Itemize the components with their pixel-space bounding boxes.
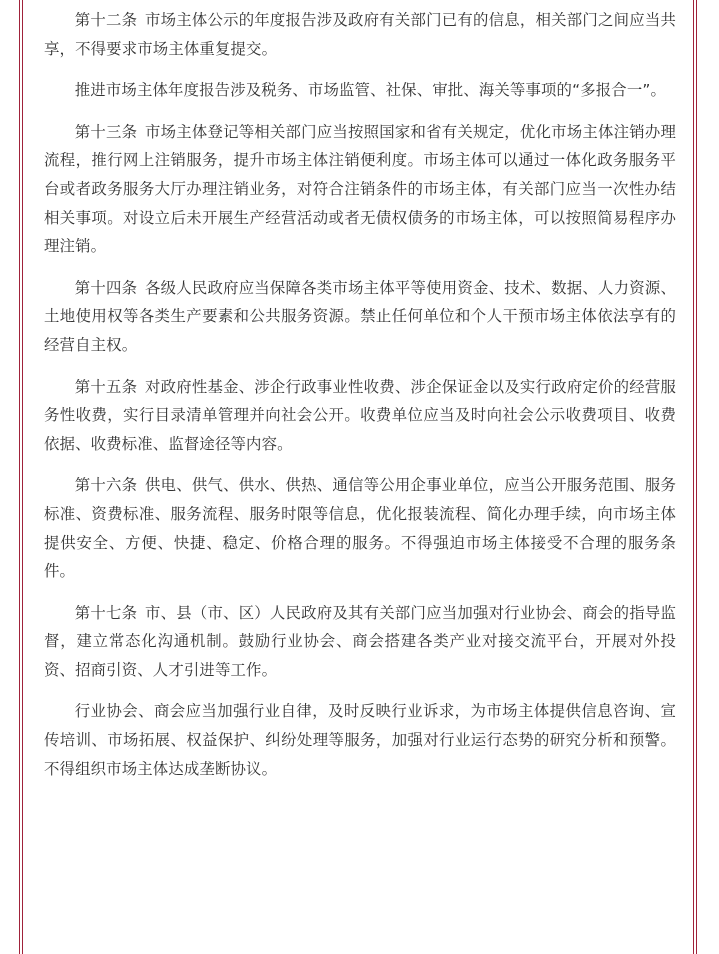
article-number: 第十四条 xyxy=(74,278,138,297)
article-number: 第十六条 xyxy=(74,476,138,495)
paragraph-text: 各级人民政府应当保障各类市场主体平等使用资金、技术、数据、人力资源、土地使用权等各类生产要素和公共服务资源。禁止任何单位和个人干预市场主体依法享有的经营自主权。 xyxy=(44,278,676,354)
paragraph-article-13 xyxy=(44,118,676,261)
paragraph-text: 市、县（市、区）人民政府及其有关部门应当加强对行业协会、商会的指导监督，建立常态化沟通机制。鼓励行业协会、商会搭建各类产业对接交流平台，开展对外投资、招商引资、人才引进等工作。 xyxy=(44,603,676,679)
paragraph-article-12-cont xyxy=(44,76,676,105)
article-number: 第十七条 xyxy=(74,603,138,622)
paragraph-text: 行业协会、商会应当加强行业自律，及时反映行业诉求，为市场主体提供信息咨询、宣传培训、市场拓展、权益保护、纠纷处理等服务，加强对行业运行态势的研究分析和预警。不得组织市场主体达成垄断协议。 xyxy=(44,702,676,778)
paragraph-article-14 xyxy=(44,274,676,360)
article-number: 第十二条 xyxy=(74,11,138,29)
paragraph-article-16 xyxy=(44,471,676,585)
paragraph-article-15 xyxy=(44,373,676,459)
paragraph-article-17 xyxy=(44,599,676,685)
article-number: 第十五条 xyxy=(74,377,138,396)
paragraph-text: 推进市场主体年度报告涉及税务、市场监管、社保、审批、海关等事项的“多报合一”。 xyxy=(74,81,667,100)
paragraph-text: 市场主体登记等相关部门应当按照国家和省有关规定，优化市场主体注销办理流程，推行网上注销服务，提升市场主体注销便利度。市场主体可以通过一体化政务服务平台或者政务服务大厅办理注销业务，对符合注销条件的市场主体，有关部门应当一次性办结相关事项。对设立后未开展生产经营活动或者无债权债务的市场主体，可以按照简易程序办理注销。 xyxy=(44,122,676,256)
paragraph-text: 市场主体公示的年度报告涉及政府有关部门已有的信息，相关部门之间应当共享，不得要求市场主体重复提交。 xyxy=(44,11,676,58)
article-number: 第十三条 xyxy=(74,122,138,141)
paragraph-article-17-cont xyxy=(44,697,676,783)
paragraph-text: 对政府性基金、涉企行政事业性收费、涉企保证金以及实行政府定价的经营服务性收费，实行目录清单管理并向社会公开。收费单位应当及时向社会公示收费项目、收费依据、收费标准、监督途径等内容。 xyxy=(44,377,676,453)
paragraph-text: 供电、供气、供水、供热、通信等公用企事业单位，应当公开服务范围、服务标准、资费标准、服务流程、服务时限等信息，优化报装流程、简化办理手续，向市场主体提供安全、方便、快捷、稳定、价格合理的服务。不得强迫市场主体接受不合理的服务条件。 xyxy=(44,476,676,581)
paragraph-article-12 xyxy=(44,6,676,63)
document-body xyxy=(44,6,676,796)
